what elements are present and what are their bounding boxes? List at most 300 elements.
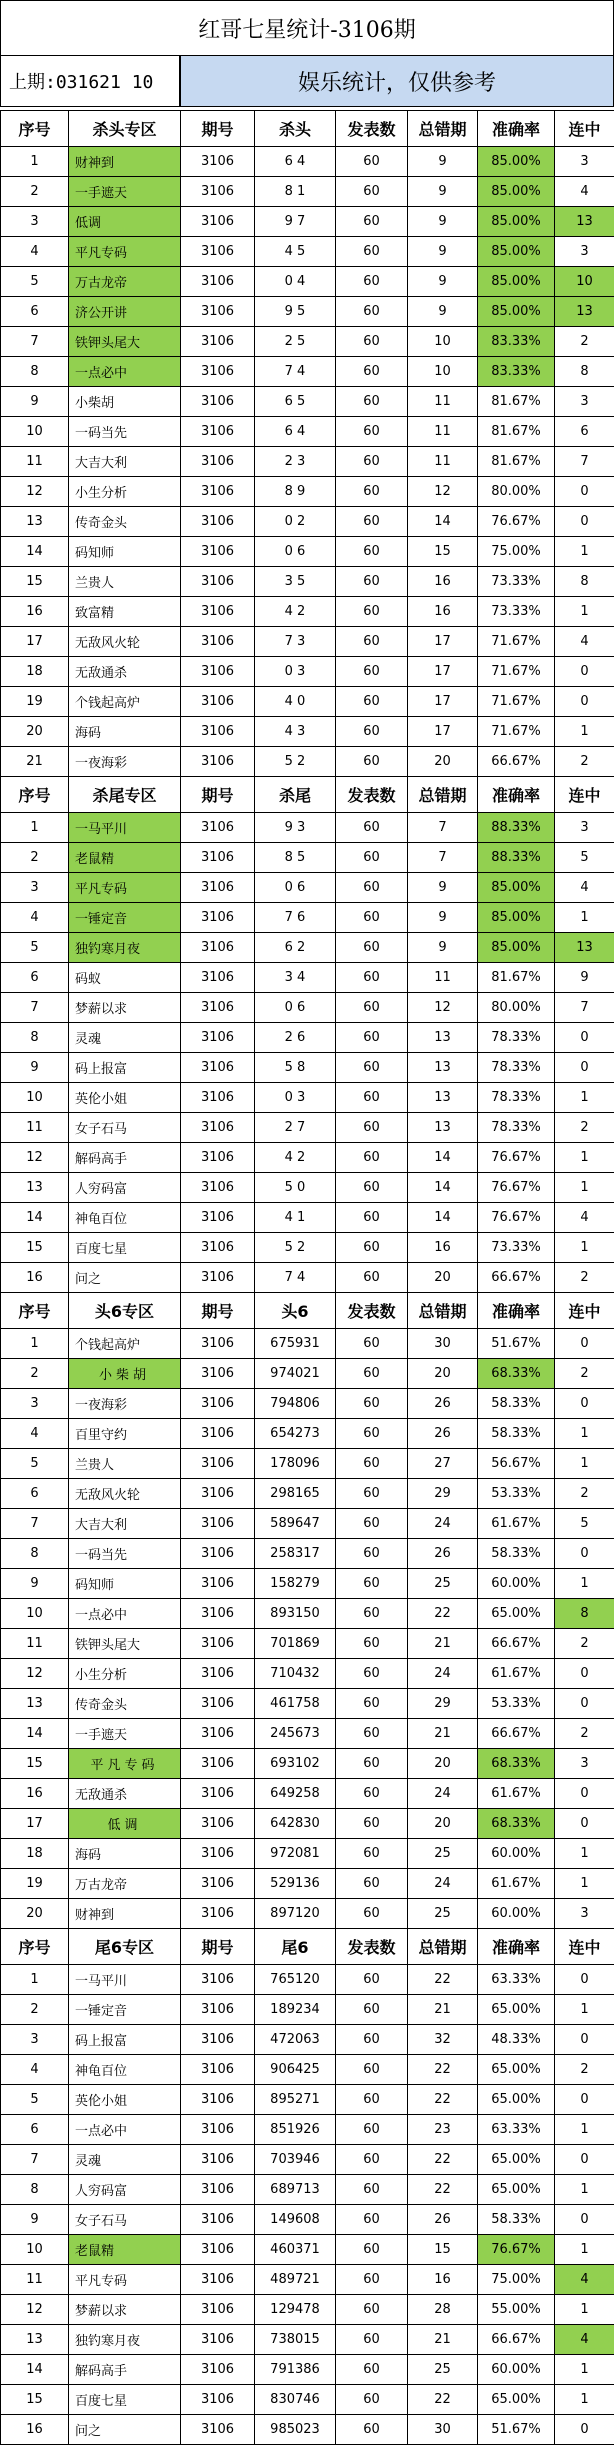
table-row <box>1 1659 614 1689</box>
rate-cell: 48.33% <box>478 2025 555 2055</box>
period-cell: 3106 <box>181 537 255 567</box>
serial-cell: 16 <box>1 2415 69 2445</box>
streak-cell: 4 <box>555 177 614 207</box>
total-cell: 60 <box>336 1113 408 1143</box>
name-cell: 无敌通杀 <box>69 657 181 687</box>
streak-cell: 1 <box>555 1173 614 1203</box>
value-cell: 472063 <box>255 2025 336 2055</box>
period-cell: 3106 <box>181 1449 255 1479</box>
table-row <box>1 2055 614 2085</box>
rate-cell: 66.67% <box>478 1263 555 1293</box>
rate-cell: 81.67% <box>478 447 555 477</box>
table-row <box>1 1839 614 1869</box>
table-row <box>1 387 614 417</box>
value-cell: 9 3 <box>255 813 336 843</box>
total-cell: 60 <box>336 1083 408 1113</box>
serial-cell: 7 <box>1 993 69 1023</box>
serial-cell: 6 <box>1 1479 69 1509</box>
streak-cell: 1 <box>555 2175 614 2205</box>
name-cell: 一锤定音 <box>69 1995 181 2025</box>
column-header: 序号 <box>1 777 69 813</box>
value-cell: 906425 <box>255 2055 336 2085</box>
serial-cell: 11 <box>1 2265 69 2295</box>
serial-cell: 16 <box>1 1263 69 1293</box>
streak-cell: 3 <box>555 1749 614 1779</box>
rate-cell: 61.67% <box>478 1659 555 1689</box>
total-cell: 60 <box>336 1809 408 1839</box>
error-cell: 26 <box>408 2205 478 2235</box>
error-cell: 10 <box>408 357 478 387</box>
total-cell: 60 <box>336 2025 408 2055</box>
value-cell: 794806 <box>255 1389 336 1419</box>
error-cell: 30 <box>408 2415 478 2445</box>
value-cell: 0 6 <box>255 873 336 903</box>
name-cell: 码上报富 <box>69 1053 181 1083</box>
value-cell: 7 6 <box>255 903 336 933</box>
column-header: 发表数 <box>336 111 408 147</box>
streak-cell: 1 <box>555 1869 614 1899</box>
name-cell: 一马平川 <box>69 1965 181 1995</box>
name-cell: 女子石马 <box>69 1113 181 1143</box>
column-header: 连中 <box>555 111 614 147</box>
error-cell: 24 <box>408 1509 478 1539</box>
period-cell: 3106 <box>181 1083 255 1113</box>
rate-cell: 81.67% <box>478 387 555 417</box>
error-cell: 11 <box>408 963 478 993</box>
error-cell: 7 <box>408 843 478 873</box>
rate-cell: 58.33% <box>478 1539 555 1569</box>
column-header: 准确率 <box>478 1293 555 1329</box>
serial-cell: 13 <box>1 507 69 537</box>
name-cell: 一点必中 <box>69 2115 181 2145</box>
period-cell: 3106 <box>181 267 255 297</box>
rate-cell: 73.33% <box>478 597 555 627</box>
error-cell: 13 <box>408 1113 478 1143</box>
total-cell: 60 <box>336 747 408 777</box>
serial-cell: 6 <box>1 963 69 993</box>
value-cell: 2 5 <box>255 327 336 357</box>
table-row <box>1 1263 614 1293</box>
streak-cell: 0 <box>555 1389 614 1419</box>
period-cell: 3106 <box>181 903 255 933</box>
table-row <box>1 267 614 297</box>
total-cell: 60 <box>336 2235 408 2265</box>
name-cell: 女子石马 <box>69 2205 181 2235</box>
streak-cell: 0 <box>555 657 614 687</box>
value-cell: 897120 <box>255 1899 336 1929</box>
rate-cell: 65.00% <box>478 2175 555 2205</box>
column-header: 尾6专区 <box>69 1929 181 1965</box>
total-cell: 60 <box>336 1689 408 1719</box>
table-row <box>1 1023 614 1053</box>
error-cell: 9 <box>408 207 478 237</box>
value-cell: 693102 <box>255 1749 336 1779</box>
column-header: 杀尾 <box>255 777 336 813</box>
error-cell: 13 <box>408 1083 478 1113</box>
period-cell: 3106 <box>181 993 255 1023</box>
total-cell: 60 <box>336 597 408 627</box>
error-cell: 20 <box>408 1749 478 1779</box>
rate-cell: 71.67% <box>478 657 555 687</box>
streak-cell: 3 <box>555 237 614 267</box>
table-row <box>1 237 614 267</box>
total-cell: 60 <box>336 387 408 417</box>
name-cell: 梦薪以求 <box>69 993 181 1023</box>
error-cell: 21 <box>408 1995 478 2025</box>
streak-cell: 0 <box>555 1779 614 1809</box>
period-cell: 3106 <box>181 1263 255 1293</box>
name-cell: 铁钾头尾大 <box>69 327 181 357</box>
error-cell: 11 <box>408 417 478 447</box>
streak-cell: 0 <box>555 1809 614 1839</box>
rate-cell: 61.67% <box>478 1779 555 1809</box>
streak-cell: 2 <box>555 1359 614 1389</box>
name-cell: 无敌通杀 <box>69 1779 181 1809</box>
total-cell: 60 <box>336 1419 408 1449</box>
error-cell: 28 <box>408 2295 478 2325</box>
value-cell: 6 2 <box>255 933 336 963</box>
period-cell: 3106 <box>181 627 255 657</box>
period-cell: 3106 <box>181 1203 255 1233</box>
error-cell: 22 <box>408 2055 478 2085</box>
name-cell: 解码高手 <box>69 2355 181 2385</box>
period-cell: 3106 <box>181 237 255 267</box>
name-cell: 低调 <box>69 1809 181 1839</box>
error-cell: 10 <box>408 327 478 357</box>
table-row <box>1 1359 614 1389</box>
value-cell: 5 8 <box>255 1053 336 1083</box>
serial-cell: 18 <box>1 657 69 687</box>
name-cell: 无敌风火轮 <box>69 627 181 657</box>
error-cell: 16 <box>408 1233 478 1263</box>
table-row <box>1 507 614 537</box>
total-cell: 60 <box>336 993 408 1023</box>
error-cell: 9 <box>408 903 478 933</box>
name-cell: 人穷码富 <box>69 1173 181 1203</box>
serial-cell: 8 <box>1 1023 69 1053</box>
value-cell: 460371 <box>255 2235 336 2265</box>
streak-cell: 2 <box>555 1479 614 1509</box>
table-row <box>1 2115 614 2145</box>
serial-cell: 8 <box>1 357 69 387</box>
total-cell: 60 <box>336 1023 408 1053</box>
period-cell: 3106 <box>181 507 255 537</box>
total-cell: 60 <box>336 297 408 327</box>
column-header: 准确率 <box>478 777 555 813</box>
streak-cell: 0 <box>555 1539 614 1569</box>
period-cell: 3106 <box>181 1479 255 1509</box>
value-cell: 529136 <box>255 1869 336 1899</box>
period-cell: 3106 <box>181 2235 255 2265</box>
error-cell: 11 <box>408 447 478 477</box>
error-cell: 27 <box>408 1449 478 1479</box>
rate-cell: 66.67% <box>478 747 555 777</box>
serial-cell: 2 <box>1 843 69 873</box>
table-row <box>1 687 614 717</box>
total-cell: 60 <box>336 1203 408 1233</box>
period-cell: 3106 <box>181 207 255 237</box>
streak-cell: 1 <box>555 537 614 567</box>
serial-cell: 17 <box>1 627 69 657</box>
table-row <box>1 417 614 447</box>
streak-cell: 8 <box>555 1599 614 1629</box>
error-cell: 22 <box>408 2175 478 2205</box>
table-row <box>1 843 614 873</box>
name-cell: 一夜海彩 <box>69 747 181 777</box>
name-cell: 问之 <box>69 1263 181 1293</box>
rate-cell: 76.67% <box>478 507 555 537</box>
streak-cell: 0 <box>555 1965 614 1995</box>
rate-cell: 61.67% <box>478 1509 555 1539</box>
rate-cell: 66.67% <box>478 1629 555 1659</box>
rate-cell: 83.33% <box>478 357 555 387</box>
serial-cell: 20 <box>1 717 69 747</box>
error-cell: 9 <box>408 297 478 327</box>
period-cell: 3106 <box>181 1599 255 1629</box>
streak-cell: 5 <box>555 843 614 873</box>
value-cell: 158279 <box>255 1569 336 1599</box>
total-cell: 60 <box>336 567 408 597</box>
value-cell: 461758 <box>255 1689 336 1719</box>
period-cell: 3106 <box>181 1233 255 1263</box>
error-cell: 7 <box>408 813 478 843</box>
value-cell: 4 2 <box>255 1143 336 1173</box>
name-cell: 独钓寒月夜 <box>69 2325 181 2355</box>
name-cell: 万古龙帝 <box>69 1869 181 1899</box>
column-header: 序号 <box>1 1929 69 1965</box>
serial-cell: 8 <box>1 2175 69 2205</box>
table-row <box>1 2235 614 2265</box>
total-cell: 60 <box>336 2295 408 2325</box>
total-cell: 60 <box>336 1329 408 1359</box>
error-cell: 32 <box>408 2025 478 2055</box>
rate-cell: 60.00% <box>478 1569 555 1599</box>
error-cell: 16 <box>408 597 478 627</box>
table-row <box>1 1899 614 1929</box>
value-cell: 8 1 <box>255 177 336 207</box>
name-cell: 海码 <box>69 717 181 747</box>
table-row <box>1 657 614 687</box>
serial-cell: 11 <box>1 1629 69 1659</box>
serial-cell: 3 <box>1 1389 69 1419</box>
total-cell: 60 <box>336 1839 408 1869</box>
streak-cell: 0 <box>555 1689 614 1719</box>
error-cell: 16 <box>408 2265 478 2295</box>
name-cell: 传奇金头 <box>69 1689 181 1719</box>
total-cell: 60 <box>336 813 408 843</box>
error-cell: 22 <box>408 1965 478 1995</box>
column-header: 总错期 <box>408 1293 478 1329</box>
period-cell: 3106 <box>181 1839 255 1869</box>
period-cell: 3106 <box>181 2145 255 2175</box>
period-cell: 3106 <box>181 873 255 903</box>
total-cell: 60 <box>336 933 408 963</box>
period-cell: 3106 <box>181 717 255 747</box>
streak-cell: 10 <box>555 267 614 297</box>
rate-cell: 85.00% <box>478 933 555 963</box>
serial-cell: 11 <box>1 447 69 477</box>
total-cell: 60 <box>336 1389 408 1419</box>
serial-cell: 9 <box>1 2205 69 2235</box>
table-row <box>1 1389 614 1419</box>
table-row <box>1 2295 614 2325</box>
total-cell: 60 <box>336 1659 408 1689</box>
name-cell: 一手遮天 <box>69 1719 181 1749</box>
streak-cell: 1 <box>555 1143 614 1173</box>
streak-cell: 6 <box>555 417 614 447</box>
column-header: 杀尾专区 <box>69 777 181 813</box>
period-cell: 3106 <box>181 357 255 387</box>
total-cell: 60 <box>336 1779 408 1809</box>
table-row <box>1 1053 614 1083</box>
serial-cell: 1 <box>1 1965 69 1995</box>
period-cell: 3106 <box>181 2355 255 2385</box>
value-cell: 2 6 <box>255 1023 336 1053</box>
total-cell: 60 <box>336 177 408 207</box>
streak-cell: 1 <box>555 2355 614 2385</box>
serial-cell: 9 <box>1 1569 69 1599</box>
name-cell: 一码当先 <box>69 417 181 447</box>
period-cell: 3106 <box>181 933 255 963</box>
name-cell: 灵魂 <box>69 2145 181 2175</box>
table-row <box>1 597 614 627</box>
total-cell: 60 <box>336 2415 408 2445</box>
serial-cell: 15 <box>1 567 69 597</box>
table-row <box>1 567 614 597</box>
column-header: 序号 <box>1 1293 69 1329</box>
serial-cell: 16 <box>1 1779 69 1809</box>
total-cell: 60 <box>336 873 408 903</box>
value-cell: 4 3 <box>255 717 336 747</box>
rate-cell: 65.00% <box>478 2385 555 2415</box>
name-cell: 英伦小姐 <box>69 2085 181 2115</box>
error-cell: 9 <box>408 267 478 297</box>
error-cell: 17 <box>408 717 478 747</box>
serial-cell: 5 <box>1 2085 69 2115</box>
rate-cell: 88.33% <box>478 813 555 843</box>
error-cell: 14 <box>408 507 478 537</box>
period-cell: 3106 <box>181 1659 255 1689</box>
name-cell: 码上报富 <box>69 2025 181 2055</box>
period-cell: 3106 <box>181 477 255 507</box>
total-cell: 60 <box>336 207 408 237</box>
streak-cell: 4 <box>555 1203 614 1233</box>
name-cell: 一手遮天 <box>69 177 181 207</box>
value-cell: 4 1 <box>255 1203 336 1233</box>
name-cell: 致富精 <box>69 597 181 627</box>
name-cell: 独钓寒月夜 <box>69 933 181 963</box>
name-cell: 百里守约 <box>69 1419 181 1449</box>
streak-cell: 13 <box>555 297 614 327</box>
total-cell: 60 <box>336 1233 408 1263</box>
rate-cell: 61.67% <box>478 1869 555 1899</box>
error-cell: 20 <box>408 1359 478 1389</box>
streak-cell: 7 <box>555 993 614 1023</box>
value-cell: 765120 <box>255 1965 336 1995</box>
column-header: 杀头 <box>255 111 336 147</box>
rate-cell: 71.67% <box>478 627 555 657</box>
total-cell: 60 <box>336 2265 408 2295</box>
value-cell: 7 4 <box>255 357 336 387</box>
period-cell: 3106 <box>181 597 255 627</box>
total-cell: 60 <box>336 1995 408 2025</box>
serial-cell: 6 <box>1 2115 69 2145</box>
table-row <box>1 963 614 993</box>
column-header: 连中 <box>555 1929 614 1965</box>
rate-cell: 71.67% <box>478 687 555 717</box>
streak-cell: 13 <box>555 933 614 963</box>
total-cell: 60 <box>336 657 408 687</box>
table-row <box>1 1965 614 1995</box>
error-cell: 9 <box>408 933 478 963</box>
streak-cell: 7 <box>555 447 614 477</box>
streak-cell: 1 <box>555 1449 614 1479</box>
column-header: 总错期 <box>408 777 478 813</box>
error-cell: 11 <box>408 387 478 417</box>
streak-cell: 0 <box>555 1659 614 1689</box>
total-cell: 60 <box>336 447 408 477</box>
value-cell: 5 2 <box>255 747 336 777</box>
rate-cell: 85.00% <box>478 297 555 327</box>
rate-cell: 88.33% <box>478 843 555 873</box>
period-cell: 3106 <box>181 747 255 777</box>
total-cell: 60 <box>336 1263 408 1293</box>
total-cell: 60 <box>336 1749 408 1779</box>
table-row <box>1 2205 614 2235</box>
error-cell: 26 <box>408 1389 478 1419</box>
streak-cell: 0 <box>555 2145 614 2175</box>
error-cell: 21 <box>408 1629 478 1659</box>
table-row <box>1 2385 614 2415</box>
table-row <box>1 1143 614 1173</box>
streak-cell: 1 <box>555 2235 614 2265</box>
error-cell: 17 <box>408 627 478 657</box>
name-cell: 财神到 <box>69 1899 181 1929</box>
value-cell: 0 3 <box>255 1083 336 1113</box>
serial-cell: 15 <box>1 1233 69 1263</box>
streak-cell: 0 <box>555 2085 614 2115</box>
streak-cell: 1 <box>555 1083 614 1113</box>
streak-cell: 2 <box>555 1113 614 1143</box>
period-cell: 3106 <box>181 177 255 207</box>
period-cell: 3106 <box>181 963 255 993</box>
subtitle-row <box>0 55 614 109</box>
value-cell: 6 4 <box>255 147 336 177</box>
table-row <box>1 1083 614 1113</box>
table-row <box>1 1599 614 1629</box>
total-cell: 60 <box>336 2145 408 2175</box>
serial-cell: 2 <box>1 1995 69 2025</box>
error-cell: 16 <box>408 567 478 597</box>
serial-cell: 14 <box>1 1719 69 1749</box>
value-cell: 7 3 <box>255 627 336 657</box>
error-cell: 9 <box>408 237 478 267</box>
serial-cell: 4 <box>1 237 69 267</box>
error-cell: 30 <box>408 1329 478 1359</box>
name-cell: 解码高手 <box>69 1143 181 1173</box>
value-cell: 3 4 <box>255 963 336 993</box>
name-cell: 平凡专码 <box>69 237 181 267</box>
value-cell: 189234 <box>255 1995 336 2025</box>
total-cell: 60 <box>336 357 408 387</box>
serial-cell: 4 <box>1 2055 69 2085</box>
value-cell: 689713 <box>255 2175 336 2205</box>
total-cell: 60 <box>336 687 408 717</box>
period-cell: 3106 <box>181 567 255 597</box>
serial-cell: 5 <box>1 1449 69 1479</box>
period-cell: 3106 <box>181 687 255 717</box>
table-row <box>1 1449 614 1479</box>
